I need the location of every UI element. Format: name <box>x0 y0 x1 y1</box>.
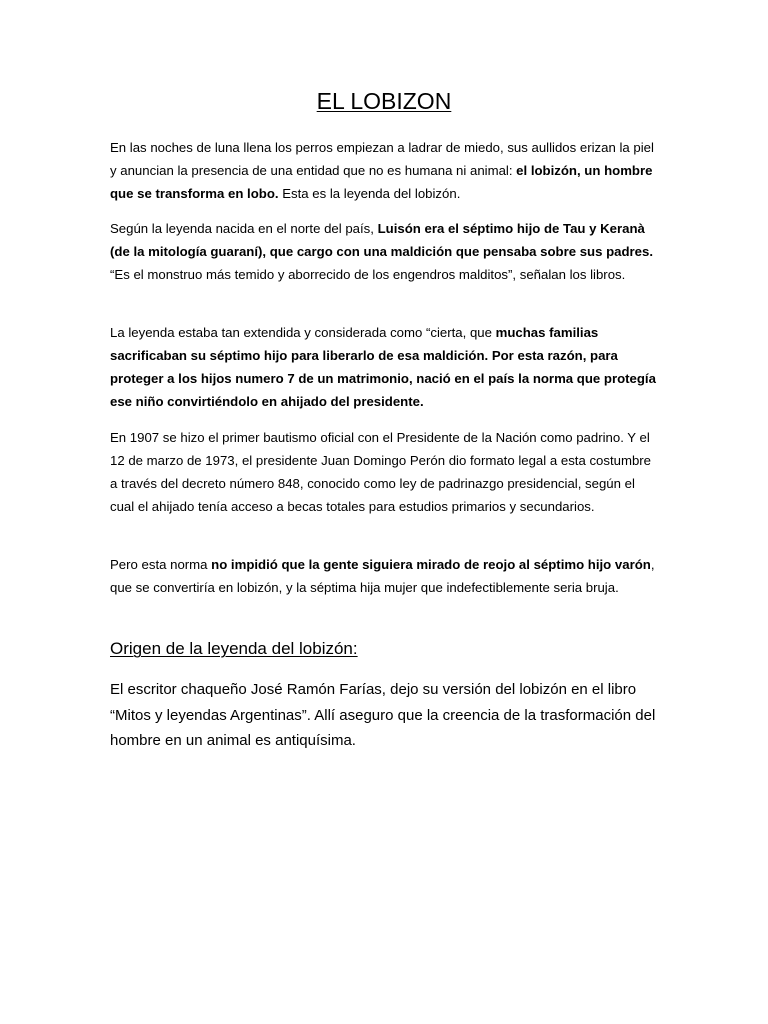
paragraph-5 <box>110 553 658 599</box>
paragraph-4 <box>110 426 658 518</box>
paragraph-4-text: En 1907 se hizo el primer bautismo oficial con el Presidente de la Nación como padrino. Y el 12 de marzo de 1973, el presidente Juan Domingo Perón dio formato legal a esta costumbre a través del decreto número 848, conocido como ley de padrinazgo presidencial, según el cual el ahijado tenía acceso a becas totales para estudios primarios y secundarios. <box>110 430 652 514</box>
paragraph-1-text: En las noches de luna llena los perros empiezan a ladrar de miedo, sus aullidos erizan la piel y anuncian la presencia de una entidad que no es humana ni animal: <box>110 140 654 178</box>
paragraph-3 <box>110 321 658 413</box>
paragraph-2-bold: Luisón era el séptimo hijo de Tau y Keranà (de la mitología guaraní), que cargo con una maldición que pensaba sobre sus padres. <box>110 221 653 259</box>
paragraph-3-text: La leyenda estaba tan extendida y considerada como “cierta, que <box>110 325 496 340</box>
paragraph-5-tail: , que se convertiría en lobizón, y la séptima hija mujer que indefectiblemente seria bruja. <box>110 557 655 595</box>
section-subheading: Origen de la leyenda del lobizón: <box>110 639 358 658</box>
paragraph-5-text: Pero esta norma <box>110 557 212 572</box>
paragraph-1-bold: el lobizón, un hombre que se transforma en lobo. <box>110 163 653 201</box>
paragraph-2-tail: “Es el monstruo más temido y aborrecido de los engendros malditos”, señalan los libros. <box>110 267 626 282</box>
paragraph-2-text: Según la leyenda nacida en el norte del país, <box>110 221 378 236</box>
paragraph-1 <box>110 136 658 205</box>
paragraph-5-bold: no impidió que la gente siguiera mirado de reojo al séptimo hijo varón <box>211 557 651 572</box>
paragraph-1-tail: Esta es la leyenda del lobizón. <box>278 186 461 201</box>
paragraph-2 <box>110 217 658 286</box>
final-paragraph: El escritor chaqueño José Ramón Farías, dejo su versión del lobizón en el libro “Mitos y leyendas Argentinas”. Allí aseguro que la creencia de la trasformación del hombre en un animal es antiquísima. <box>110 681 656 749</box>
paragraph-3-bold: muchas familias sacrificaban su séptimo hijo para liberarlo de esa maldición. Por esta razón, para proteger a los hijos numero 7 de un matrimonio, nació en el país la norma que protegía ese niño convirtiéndolo en ahijado del presidente. <box>110 325 656 409</box>
document-title: EL LOBIZON <box>316 88 452 114</box>
